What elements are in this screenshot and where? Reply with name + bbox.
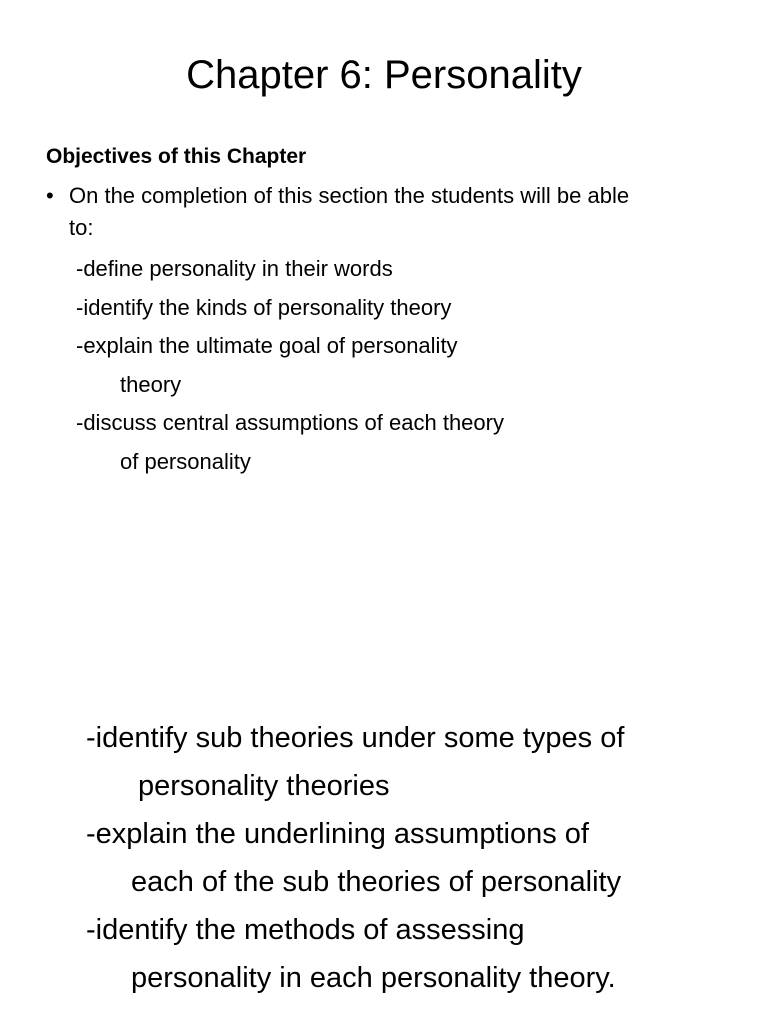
objective-item: -discuss central assumptions of each theory [76, 410, 504, 435]
objective-item-continuation: of personality [120, 448, 251, 474]
objective-item-continuation: personality in each personality theory. [131, 962, 616, 994]
objective-item: -identify the methods of assessing [86, 914, 525, 946]
objective-item: -explain the ultimate goal of personality [76, 333, 458, 358]
objective-item-continuation: personality theories [138, 770, 390, 802]
objective-item-continuation: theory [120, 371, 182, 397]
objective-item-continuation: each of the sub theories of personality [131, 866, 622, 898]
bullet-dot-icon: • [46, 183, 54, 208]
objective-item: -identify the kinds of personality theory [76, 294, 452, 320]
objective-item: -explain the underlining assumptions of [86, 818, 589, 850]
objectives-list [76, 250, 504, 481]
slide-2 [0, 512, 768, 1024]
bullet-text-line-2: to: [69, 215, 94, 240]
objective-item: -define personality in their words [76, 256, 393, 281]
continued-objectives-list [86, 714, 624, 1002]
slide-title: Chapter 6: Personality [186, 53, 582, 97]
objectives-heading: Objectives of this Chapter [46, 145, 307, 168]
bullet-item [46, 180, 736, 244]
bullet-text-line-1: On the completion of this section the students will be able [69, 183, 630, 208]
objective-item: -identify sub theories under some types of [86, 722, 625, 754]
